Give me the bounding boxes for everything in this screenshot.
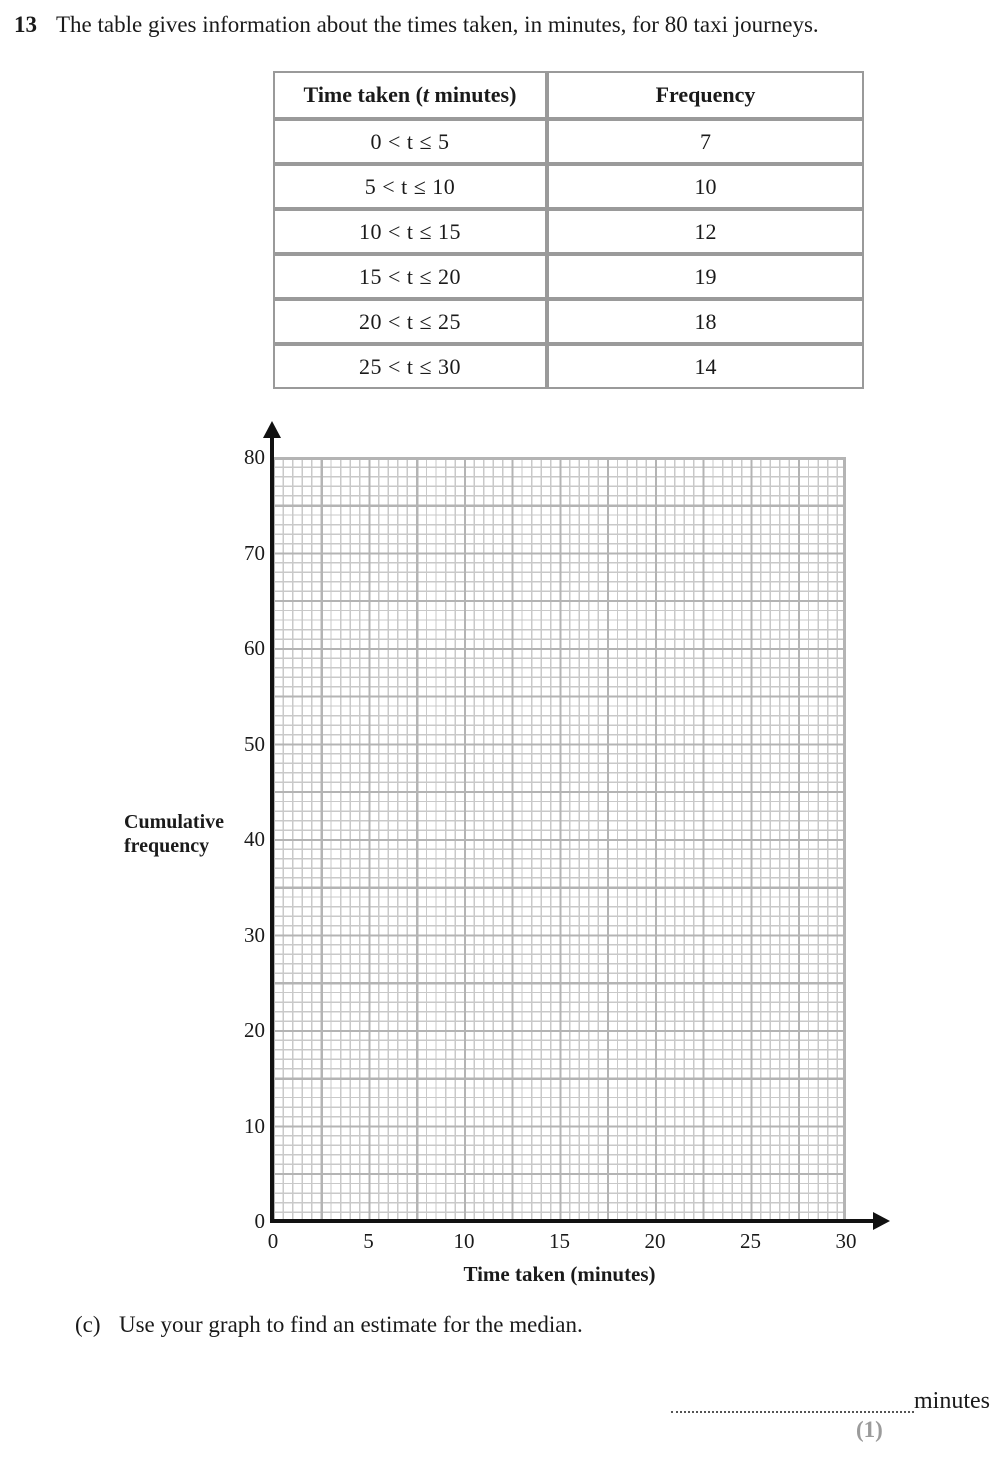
- part-c: [75, 1310, 583, 1340]
- interval-cell: 0 < t ≤ 5: [273, 119, 547, 164]
- x-axis-tick-label: 5: [363, 1229, 374, 1253]
- y-axis-title: [124, 810, 244, 858]
- question-number: 13: [14, 12, 37, 37]
- frequency-cell: 19: [547, 254, 864, 299]
- frequency-cell: 18: [547, 299, 864, 344]
- y-axis-tick-label: 40: [244, 827, 265, 851]
- y-axis-tick-label: 50: [244, 731, 265, 756]
- table-row: [273, 254, 864, 299]
- y-axis-line: [270, 433, 274, 1222]
- cumulative-frequency-graph: [0, 400, 1000, 1290]
- marks-badge: (1): [856, 1417, 883, 1442]
- question-heading: [14, 10, 984, 40]
- interval-cell: 20 < t ≤ 25: [273, 299, 547, 344]
- header-prefix: Time taken (: [303, 82, 423, 107]
- question-stem: The table gives information about the times taken, in minutes, for 80 taxi journeys.: [56, 12, 819, 37]
- y-axis-tick-label: 60: [244, 636, 265, 660]
- table-row: [273, 299, 864, 344]
- table-row: [273, 164, 864, 209]
- part-c-text: Use your graph to find an estimate for the median.: [119, 1312, 583, 1337]
- table-row: [273, 209, 864, 254]
- x-axis-tick-label: 30: [835, 1229, 857, 1253]
- answer-row: [600, 1383, 990, 1413]
- x-axis-title: Time taken (minutes): [463, 1262, 656, 1286]
- y-axis-tick-label: 70: [244, 540, 265, 565]
- y-axis-tick-label: 0: [254, 1209, 265, 1233]
- y-axis-tick-label: 20: [244, 1018, 265, 1042]
- table-header-row: [273, 71, 864, 119]
- interval-cell: 25 < t ≤ 30: [273, 344, 547, 389]
- frequency-cell: 14: [547, 344, 864, 389]
- x-axis-line: [270, 1219, 875, 1223]
- x-axis-tick-label: 0: [267, 1229, 279, 1253]
- y-axis-title-line: Cumulative: [124, 811, 224, 833]
- x-axis-tick-label: 15: [549, 1229, 570, 1253]
- answer-input-line[interactable]: [671, 1391, 914, 1413]
- x-axis-arrow-icon: [873, 1212, 890, 1230]
- table-row: [273, 344, 864, 389]
- answer-unit-label: minutes: [914, 1388, 990, 1414]
- frequency-cell: 12: [547, 209, 864, 254]
- table-row: [273, 119, 864, 164]
- graph-grid[interactable]: [273, 457, 846, 1221]
- y-axis-title-line: frequency: [124, 835, 210, 857]
- x-axis-tick-label: 25: [740, 1229, 761, 1253]
- x-axis-tick-label: 20: [644, 1229, 666, 1253]
- interval-cell: 15 < t ≤ 20: [273, 254, 547, 299]
- frequency-cell: 10: [547, 164, 864, 209]
- y-axis-tick-label: 10: [244, 1113, 265, 1138]
- frequency-cell: 7: [547, 119, 864, 164]
- part-c-label: (c): [75, 1312, 101, 1337]
- column-header-time-taken: [273, 71, 547, 119]
- header-suffix: minutes): [429, 82, 517, 107]
- interval-cell: 5 < t ≤ 10: [273, 164, 547, 209]
- column-header-frequency: Frequency: [547, 71, 864, 119]
- header-variable: t: [422, 82, 430, 107]
- y-axis-tick-label: 80: [244, 445, 265, 469]
- y-axis-arrow-icon: [263, 421, 281, 438]
- x-axis-tick-label: 10: [453, 1229, 475, 1253]
- frequency-table: [273, 71, 864, 389]
- interval-cell: 10 < t ≤ 15: [273, 209, 547, 254]
- y-axis-tick-label: 30: [244, 922, 265, 947]
